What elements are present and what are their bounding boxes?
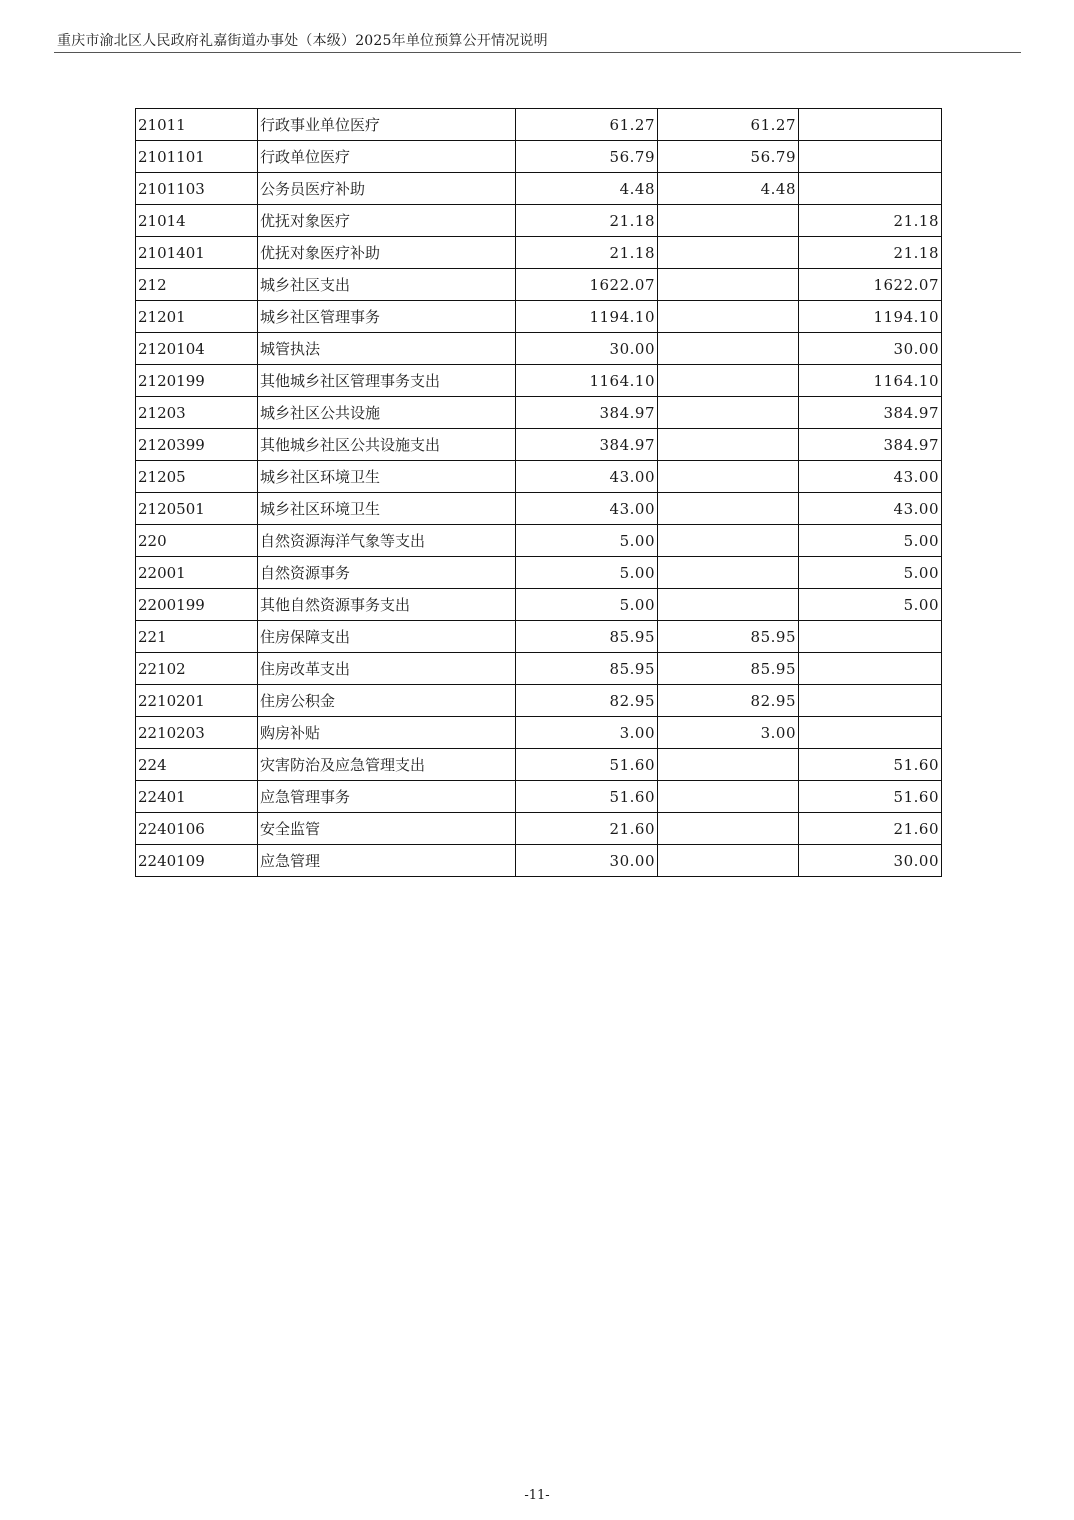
- total-amount-cell: 21.18: [516, 205, 658, 237]
- subject-name-cell: 购房补贴: [258, 717, 516, 749]
- subject-code-cell: 2210201: [136, 685, 258, 717]
- subject-name-cell: 应急管理事务: [258, 781, 516, 813]
- total-amount-cell: 30.00: [516, 845, 658, 877]
- total-amount-cell: 61.27: [516, 109, 658, 141]
- project-expenditure-cell: 5.00: [799, 525, 942, 557]
- table-row: [136, 717, 942, 749]
- total-amount-cell: 1194.10: [516, 301, 658, 333]
- table-row: [136, 461, 942, 493]
- project-expenditure-cell: 1194.10: [799, 301, 942, 333]
- budget-table: [135, 108, 942, 877]
- basic-expenditure-cell: [658, 333, 799, 365]
- total-amount-cell: 384.97: [516, 397, 658, 429]
- subject-name-cell: 城乡社区支出: [258, 269, 516, 301]
- subject-code-cell: 21014: [136, 205, 258, 237]
- page-number: -11-: [524, 1488, 550, 1503]
- table-row: [136, 205, 942, 237]
- project-expenditure-cell: 51.60: [799, 781, 942, 813]
- subject-code-cell: 2240106: [136, 813, 258, 845]
- subject-name-cell: 自然资源海洋气象等支出: [258, 525, 516, 557]
- subject-code-cell: 2200199: [136, 589, 258, 621]
- subject-code-cell: 22102: [136, 653, 258, 685]
- subject-code-cell: 2120199: [136, 365, 258, 397]
- basic-expenditure-cell: [658, 589, 799, 621]
- basic-expenditure-cell: 4.48: [658, 173, 799, 205]
- table-row: [136, 749, 942, 781]
- table-row: [136, 141, 942, 173]
- basic-expenditure-cell: [658, 781, 799, 813]
- total-amount-cell: 30.00: [516, 333, 658, 365]
- total-amount-cell: 1164.10: [516, 365, 658, 397]
- subject-code-cell: 21011: [136, 109, 258, 141]
- table-row: [136, 397, 942, 429]
- table-row: [136, 557, 942, 589]
- basic-expenditure-cell: 85.95: [658, 653, 799, 685]
- table-row: [136, 845, 942, 877]
- basic-expenditure-cell: 82.95: [658, 685, 799, 717]
- total-amount-cell: 1622.07: [516, 269, 658, 301]
- header-divider: [54, 52, 1021, 53]
- table-row: [136, 685, 942, 717]
- subject-code-cell: 2120104: [136, 333, 258, 365]
- basic-expenditure-cell: [658, 525, 799, 557]
- table-row: [136, 653, 942, 685]
- budget-table-body: [136, 109, 942, 877]
- subject-name-cell: 住房公积金: [258, 685, 516, 717]
- subject-code-cell: 224: [136, 749, 258, 781]
- project-expenditure-cell: 1622.07: [799, 269, 942, 301]
- table-row: [136, 525, 942, 557]
- subject-code-cell: 21205: [136, 461, 258, 493]
- project-expenditure-cell: 30.00: [799, 333, 942, 365]
- project-expenditure-cell: 21.18: [799, 205, 942, 237]
- subject-name-cell: 城乡社区管理事务: [258, 301, 516, 333]
- project-expenditure-cell: [799, 685, 942, 717]
- project-expenditure-cell: 21.60: [799, 813, 942, 845]
- project-expenditure-cell: [799, 141, 942, 173]
- subject-code-cell: 212: [136, 269, 258, 301]
- subject-name-cell: 行政单位医疗: [258, 141, 516, 173]
- project-expenditure-cell: [799, 173, 942, 205]
- basic-expenditure-cell: 56.79: [658, 141, 799, 173]
- subject-name-cell: 其他城乡社区管理事务支出: [258, 365, 516, 397]
- basic-expenditure-cell: [658, 269, 799, 301]
- project-expenditure-cell: 384.97: [799, 397, 942, 429]
- project-expenditure-cell: 5.00: [799, 557, 942, 589]
- project-expenditure-cell: 1164.10: [799, 365, 942, 397]
- basic-expenditure-cell: [658, 397, 799, 429]
- subject-name-cell: 优抚对象医疗补助: [258, 237, 516, 269]
- table-row: [136, 589, 942, 621]
- project-expenditure-cell: [799, 621, 942, 653]
- subject-name-cell: 城乡社区环境卫生: [258, 493, 516, 525]
- total-amount-cell: 21.60: [516, 813, 658, 845]
- total-amount-cell: 43.00: [516, 461, 658, 493]
- basic-expenditure-cell: [658, 845, 799, 877]
- table-row: [136, 333, 942, 365]
- basic-expenditure-cell: [658, 557, 799, 589]
- subject-code-cell: 2101103: [136, 173, 258, 205]
- subject-name-cell: 公务员医疗补助: [258, 173, 516, 205]
- basic-expenditure-cell: [658, 237, 799, 269]
- total-amount-cell: 85.95: [516, 621, 658, 653]
- project-expenditure-cell: 30.00: [799, 845, 942, 877]
- subject-code-cell: 21201: [136, 301, 258, 333]
- project-expenditure-cell: 384.97: [799, 429, 942, 461]
- table-row: [136, 781, 942, 813]
- subject-name-cell: 城乡社区环境卫生: [258, 461, 516, 493]
- subject-code-cell: 2120501: [136, 493, 258, 525]
- document-header-title: 重庆市渝北区人民政府礼嘉街道办事处（本级）2025年单位预算公开情况说明: [57, 33, 548, 49]
- table-row: [136, 621, 942, 653]
- basic-expenditure-cell: [658, 429, 799, 461]
- subject-name-cell: 行政事业单位医疗: [258, 109, 516, 141]
- total-amount-cell: 384.97: [516, 429, 658, 461]
- total-amount-cell: 56.79: [516, 141, 658, 173]
- basic-expenditure-cell: [658, 749, 799, 781]
- total-amount-cell: 21.18: [516, 237, 658, 269]
- total-amount-cell: 3.00: [516, 717, 658, 749]
- project-expenditure-cell: 51.60: [799, 749, 942, 781]
- total-amount-cell: 51.60: [516, 781, 658, 813]
- total-amount-cell: 51.60: [516, 749, 658, 781]
- basic-expenditure-cell: [658, 365, 799, 397]
- total-amount-cell: 5.00: [516, 557, 658, 589]
- project-expenditure-cell: 43.00: [799, 461, 942, 493]
- total-amount-cell: 82.95: [516, 685, 658, 717]
- project-expenditure-cell: [799, 109, 942, 141]
- basic-expenditure-cell: [658, 461, 799, 493]
- project-expenditure-cell: 43.00: [799, 493, 942, 525]
- subject-code-cell: 2240109: [136, 845, 258, 877]
- basic-expenditure-cell: [658, 813, 799, 845]
- subject-code-cell: 221: [136, 621, 258, 653]
- basic-expenditure-cell: 61.27: [658, 109, 799, 141]
- table-row: [136, 237, 942, 269]
- total-amount-cell: 5.00: [516, 589, 658, 621]
- project-expenditure-cell: [799, 717, 942, 749]
- subject-code-cell: 21203: [136, 397, 258, 429]
- subject-name-cell: 优抚对象医疗: [258, 205, 516, 237]
- table-row: [136, 301, 942, 333]
- table-row: [136, 429, 942, 461]
- project-expenditure-cell: 5.00: [799, 589, 942, 621]
- project-expenditure-cell: [799, 653, 942, 685]
- subject-name-cell: 灾害防治及应急管理支出: [258, 749, 516, 781]
- basic-expenditure-cell: [658, 493, 799, 525]
- subject-name-cell: 城乡社区公共设施: [258, 397, 516, 429]
- basic-expenditure-cell: [658, 205, 799, 237]
- subject-name-cell: 住房保障支出: [258, 621, 516, 653]
- subject-code-cell: 2210203: [136, 717, 258, 749]
- basic-expenditure-cell: 3.00: [658, 717, 799, 749]
- subject-name-cell: 应急管理: [258, 845, 516, 877]
- subject-name-cell: 住房改革支出: [258, 653, 516, 685]
- total-amount-cell: 85.95: [516, 653, 658, 685]
- table-row: [136, 173, 942, 205]
- subject-name-cell: 其他城乡社区公共设施支出: [258, 429, 516, 461]
- subject-code-cell: 220: [136, 525, 258, 557]
- subject-code-cell: 2120399: [136, 429, 258, 461]
- table-row: [136, 109, 942, 141]
- subject-code-cell: 22401: [136, 781, 258, 813]
- subject-name-cell: 其他自然资源事务支出: [258, 589, 516, 621]
- table-row: [136, 493, 942, 525]
- subject-code-cell: 2101101: [136, 141, 258, 173]
- subject-name-cell: 安全监管: [258, 813, 516, 845]
- total-amount-cell: 5.00: [516, 525, 658, 557]
- table-row: [136, 269, 942, 301]
- table-row: [136, 365, 942, 397]
- total-amount-cell: 4.48: [516, 173, 658, 205]
- basic-expenditure-cell: [658, 301, 799, 333]
- total-amount-cell: 43.00: [516, 493, 658, 525]
- subject-code-cell: 22001: [136, 557, 258, 589]
- subject-name-cell: 城管执法: [258, 333, 516, 365]
- subject-name-cell: 自然资源事务: [258, 557, 516, 589]
- basic-expenditure-cell: 85.95: [658, 621, 799, 653]
- table-row: [136, 813, 942, 845]
- project-expenditure-cell: 21.18: [799, 237, 942, 269]
- subject-code-cell: 2101401: [136, 237, 258, 269]
